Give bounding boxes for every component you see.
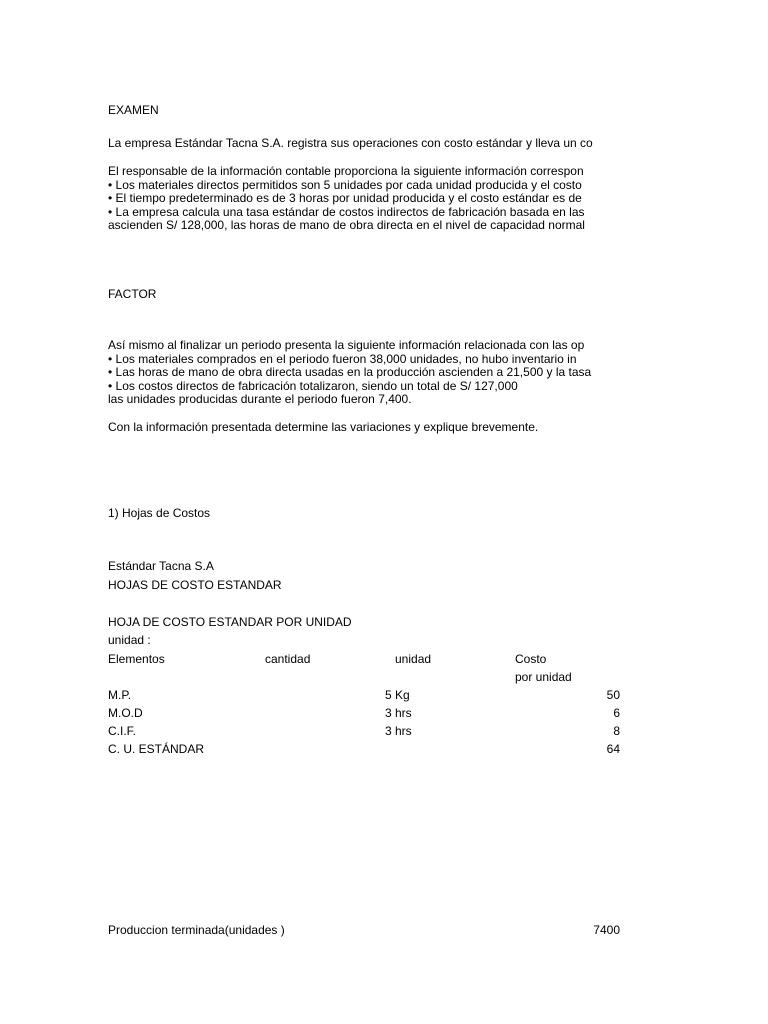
header-unidad: unidad — [395, 652, 432, 666]
section-heading-cost-sheets: 1) Hojas de Costos — [108, 506, 211, 520]
period-line: • Las horas de mano de obra directa usadas en la producción ascienden a 21,500 y la tasa — [108, 365, 592, 379]
info-line: • El tiempo predeterminado es de 3 horas por unidad producida y el costo estándar es de — [108, 191, 582, 205]
period-information-block — [108, 339, 620, 407]
row-elemento: M.P. — [108, 688, 132, 702]
row-costo: 8 — [613, 724, 620, 738]
row-costo: 6 — [613, 706, 620, 720]
row-unidad: 3 hrs — [385, 706, 412, 720]
period-line: • Los materiales comprados en el periodo fueron 38,000 unidades, no hubo inventario in — [108, 351, 577, 366]
header-elementos: Elementos — [108, 652, 165, 666]
row-costo: 50 — [606, 688, 620, 702]
unit-label: unidad : — [108, 633, 151, 647]
row-elemento: C. U. ESTÁNDAR — [108, 742, 205, 756]
row-unidad: 5 Kg — [385, 688, 410, 702]
info-line: • La empresa calcula una tasa estándar de costos indirectos de fabricación basada en las — [108, 204, 585, 219]
row-elemento: M.O.D — [108, 706, 143, 720]
production-value: 7400 — [593, 923, 620, 937]
production-label: Produccion terminada(unidades ) — [108, 923, 285, 937]
factor-heading: FACTOR — [108, 287, 157, 301]
info-line: ascienden S/ 128,000, las horas de mano de obra directa en el nivel de capacidad normal — [108, 218, 585, 232]
info-line: El responsable de la información contable proporciona la siguiente información correspon — [108, 165, 584, 178]
intro-paragraph — [108, 137, 620, 151]
row-unidad: 3 hrs — [385, 724, 412, 738]
per-unit-sheet-title: HOJA DE COSTO ESTANDAR POR UNIDAD — [108, 615, 352, 629]
header-costo: Costo — [515, 652, 547, 666]
header-cantidad: cantidad — [265, 652, 311, 666]
exam-title: EXAMEN — [108, 103, 159, 117]
row-costo: 64 — [606, 742, 620, 756]
info-line: • Los materiales directos permitidos son 5 unidades por cada unidad producida y el costo — [108, 177, 582, 192]
period-line: las unidades producidas durante el periodo fueron 7,400. — [108, 392, 412, 406]
instruction-text: Con la información presentada determine las variaciones y explique brevemente. — [108, 420, 539, 434]
cost-sheet-title: HOJAS DE COSTO ESTANDAR — [108, 578, 282, 592]
header-por-unidad: por unidad — [515, 670, 572, 684]
period-line: Así mismo al finalizar un periodo presenta la siguiente información relacionada con las op — [108, 339, 585, 352]
company-name: Estándar Tacna S.A — [108, 559, 214, 573]
information-block — [108, 165, 620, 233]
row-elemento: C.I.F. — [108, 724, 137, 738]
intro-line: La empresa Estándar Tacna S.A. registra sus operaciones con costo estándar y lleva un co — [108, 137, 593, 150]
period-line: • Los costos directos de fabricación totalizaron, siendo un total de S/ 127,000 — [108, 378, 518, 393]
